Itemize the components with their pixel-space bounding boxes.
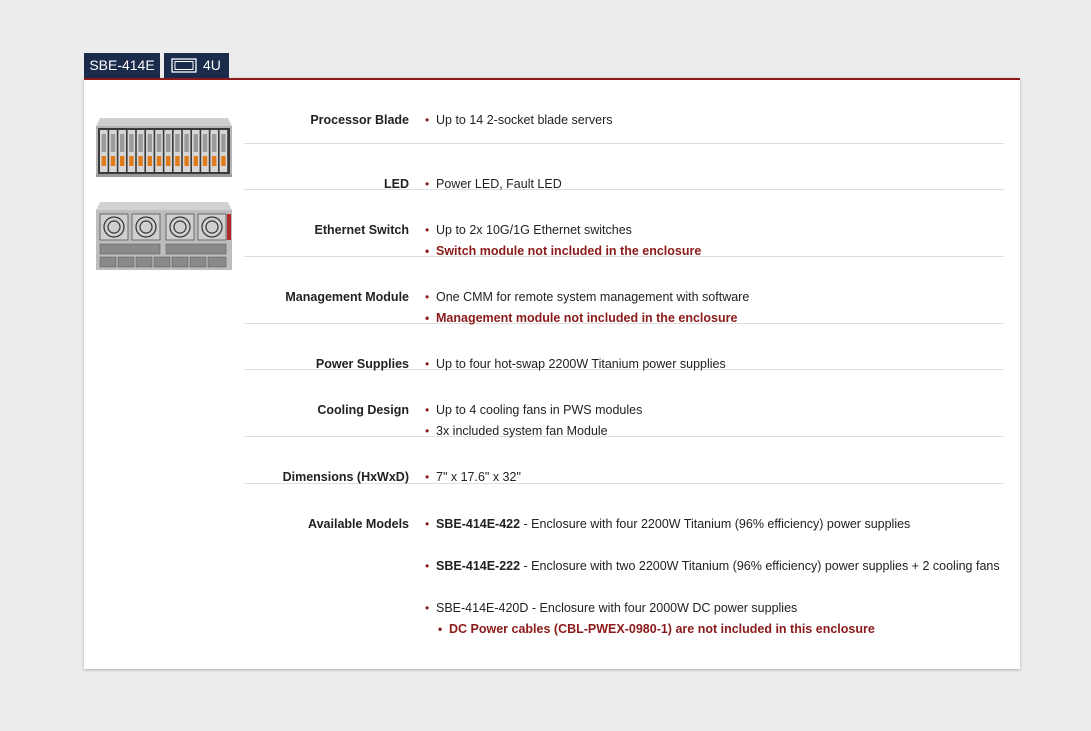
model-item [425, 600, 1004, 616]
spec-label: Dimensions (HxWxD) [282, 470, 409, 484]
spec-value: • 3x included system fan Module [425, 423, 1004, 439]
model-code: SBE-414E-420D [436, 601, 529, 615]
spec-note: • Switch module not included in the enclosure [425, 243, 1004, 259]
spec-label: Power Supplies [315, 357, 409, 371]
model-desc: - Enclosure with two 2200W Titanium (96% efficiency) power supplies + 2 cooling fans [520, 559, 1000, 573]
spec-value: • Up to 14 2-socket blade servers [425, 112, 1004, 128]
spec-note: • Management module not included in the enclosure [425, 310, 1004, 326]
spec-value: • Power LED, Fault LED [425, 176, 1004, 192]
spec-card [84, 78, 1020, 669]
model-tab[interactable]: SBE-414E [84, 53, 160, 78]
model-item [425, 516, 1004, 532]
spec-row-management-module [244, 257, 1004, 324]
model-item [425, 558, 1004, 574]
spec-row-power-supplies [244, 324, 1004, 370]
spec-row-dimensions [244, 437, 1004, 484]
model-desc: - Enclosure with four 2200W Titanium (96% efficiency) power supplies [520, 517, 911, 531]
enclosure-rear-image [96, 200, 232, 272]
spec-label: Cooling Design [317, 403, 409, 417]
form-factor-tab[interactable] [164, 53, 229, 78]
form-factor-label: 4U [203, 57, 221, 73]
spec-label: Ethernet Switch [314, 223, 409, 237]
spec-row-processor-blade [244, 80, 1004, 144]
spec-value: • Up to 4 cooling fans in PWS modules [425, 402, 1004, 418]
spec-row-ethernet-switch [244, 190, 1004, 257]
model-note: • DC Power cables (CBL-PWEX-0980-1) are not included in this enclosure [438, 621, 1004, 637]
spec-row-available-models [244, 484, 1004, 644]
spec-label: Processor Blade [310, 113, 409, 127]
spec-label: Management Module [285, 290, 409, 304]
spec-label: LED [384, 177, 409, 191]
chassis-icon [171, 58, 197, 73]
spec-value: • Up to 2x 10G/1G Ethernet switches [425, 222, 1004, 238]
spec-row-cooling-design [244, 370, 1004, 437]
model-code: SBE-414E-422 [436, 517, 521, 531]
spec-row-led [244, 144, 1004, 190]
spec-value: • 7" x 17.6" x 32" [425, 469, 1004, 485]
model-desc: - Enclosure with four 2000W DC power supplies [528, 601, 798, 615]
spec-table [244, 80, 1004, 644]
spec-label: Available Models [308, 517, 409, 531]
model-code: SBE-414E-222 [436, 559, 521, 573]
product-tabs [84, 53, 229, 78]
spec-value: • One CMM for remote system management with software [425, 289, 1004, 305]
enclosure-front-image [96, 112, 232, 180]
spec-value: • Up to four hot-swap 2200W Titanium power supplies [425, 356, 1004, 372]
